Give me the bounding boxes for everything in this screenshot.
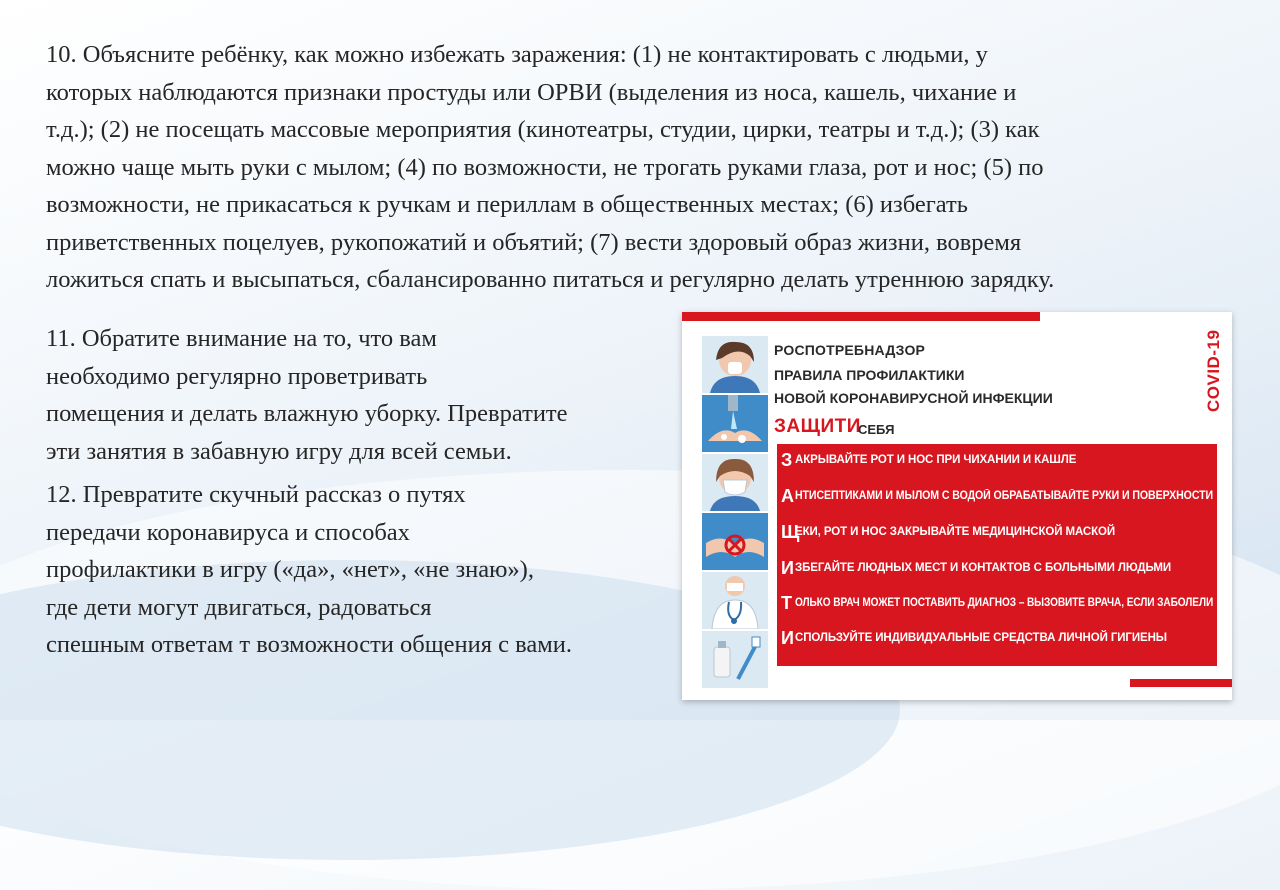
paragraph-10 bbox=[46, 36, 1208, 299]
poster-rule-text: ЕКИ, РОТ И НОС ЗАКРЫВАЙТЕ МЕДИЦИНСКОЙ МАСКОЙ bbox=[795, 526, 1116, 538]
sneezing-person-icon bbox=[702, 336, 768, 393]
paragraph-10-line: приветственных поцелуев, рукопожатий и объятий; (7) вести здоровый образ жизни, вовремя bbox=[46, 228, 1022, 256]
covid-prevention-poster bbox=[682, 312, 1232, 700]
poster-rule-item bbox=[777, 480, 1217, 514]
paragraph-12-line: спешным ответам т возможности общения с вами. bbox=[46, 631, 572, 658]
poster-protect-self: СЕБЯ bbox=[858, 422, 895, 437]
poster-rules-title-line-1: ПРАВИЛА ПРОФИЛАКТИКИ bbox=[774, 367, 965, 383]
paragraph-10-line: можно чаще мыть руки с мылом; (4) по возможности, не трогать руками глаза, рот и нос; (5) по bbox=[46, 153, 1044, 181]
paragraph-10-line: ложиться спать и высыпаться, сбалансированно питаться и регулярно делать утреннюю зарядку. bbox=[46, 266, 1055, 293]
no-handshake-icon bbox=[702, 513, 768, 570]
paragraph-10-line: т.д.); (2) не посещать массовые мероприятия (кинотеатры, студии, цирки, театры и т.д.); (3) как bbox=[46, 116, 1040, 143]
poster-rule-item bbox=[777, 444, 1217, 478]
poster-rule-text: ОЛЬКО ВРАЧ МОЖЕТ ПОСТАВИТЬ ДИАГНОЗ – ВЫЗОВИТЕ ВРАЧА, ЕСЛИ ЗАБОЛЕЛИ bbox=[795, 597, 1214, 609]
poster-rules-block bbox=[777, 444, 1217, 666]
paragraph-11-line: помещения и делать влажную уборку. Превратите bbox=[46, 400, 568, 427]
poster-icon-column bbox=[702, 336, 768, 690]
poster-rule-item bbox=[777, 622, 1217, 656]
paragraph-12-line: профилактики в игру («да», «нет», «не знаю»), bbox=[46, 556, 534, 583]
poster-rule-letter: Т bbox=[781, 593, 792, 613]
poster-rule-text: НТИСЕПТИКАМИ И МЫЛОМ С ВОДОЙ ОБРАБАТЫВАЙТЕ РУКИ И ПОВЕРХНОСТИ bbox=[795, 490, 1214, 502]
poster-covid-label: COVID-19 bbox=[1204, 329, 1223, 412]
hygiene-items-icon bbox=[702, 631, 768, 688]
poster-rule-text: ЗБЕГАЙТЕ ЛЮДНЫХ МЕСТ И КОНТАКТОВ С БОЛЬНЫМИ ЛЮДЬМИ bbox=[795, 562, 1171, 574]
paragraph-11 bbox=[46, 320, 656, 470]
paragraph-12-line: передачи коронавируса и способах bbox=[46, 518, 410, 546]
poster-rule-text: АКРЫВАЙТЕ РОТ И НОС ПРИ ЧИХАНИИ И КАШЛЕ bbox=[795, 454, 1077, 466]
poster-rule-letter: И bbox=[781, 628, 794, 648]
paragraph-12-line: 12. Превратите скучный рассказ о путях bbox=[46, 481, 466, 508]
paragraph-12-line: где дети могут двигаться, радоваться bbox=[46, 593, 432, 621]
hand-washing-icon bbox=[702, 395, 768, 452]
paragraph-10-line: которых наблюдаются признаки простуды или ОРВИ (выделения из носа, кашель, чихание и bbox=[46, 78, 1017, 106]
doctor-icon bbox=[702, 572, 768, 629]
paragraph-11-line: 11. Обратите внимание на то, что вам bbox=[46, 325, 437, 352]
poster-rule-item bbox=[777, 516, 1217, 550]
paragraph-10-line: возможности, не прикасаться к ручкам и периллам в общественных местах; (6) избегать bbox=[46, 191, 968, 218]
poster-protect-word: ЗАЩИТИ bbox=[774, 416, 861, 437]
poster-rule-item bbox=[777, 587, 1217, 621]
poster-rule-letter: З bbox=[781, 450, 793, 470]
paragraph-11-line: эти занятия в забавную игру для всей семьи. bbox=[46, 437, 512, 465]
poster-rule-letter: И bbox=[781, 558, 794, 578]
paragraph-10-line: 10. Объясните ребёнку, как можно избежать заражения: (1) не контактировать с людьми, у bbox=[46, 41, 988, 68]
poster-bottom-bar bbox=[1130, 679, 1232, 687]
paragraph-11-line: необходимо регулярно проветривать bbox=[46, 362, 428, 390]
poster-rules-title-line-2: НОВОЙ КОРОНАВИРУСНОЙ ИНФЕКЦИИ bbox=[774, 390, 1053, 406]
poster-organization: РОСПОТРЕБНАДЗОР bbox=[774, 342, 926, 358]
poster-rule-item bbox=[777, 552, 1217, 586]
mask-person-icon bbox=[702, 454, 768, 511]
poster-rule-letter: А bbox=[781, 486, 794, 506]
paragraph-12 bbox=[46, 476, 656, 664]
poster-rule-text: СПОЛЬЗУЙТЕ ИНДИВИДУАЛЬНЫЕ СРЕДСТВА ЛИЧНОЙ ГИГИЕНЫ bbox=[795, 632, 1167, 644]
poster-top-bar bbox=[682, 312, 1040, 321]
poster-rule-letter: Щ bbox=[781, 522, 800, 542]
